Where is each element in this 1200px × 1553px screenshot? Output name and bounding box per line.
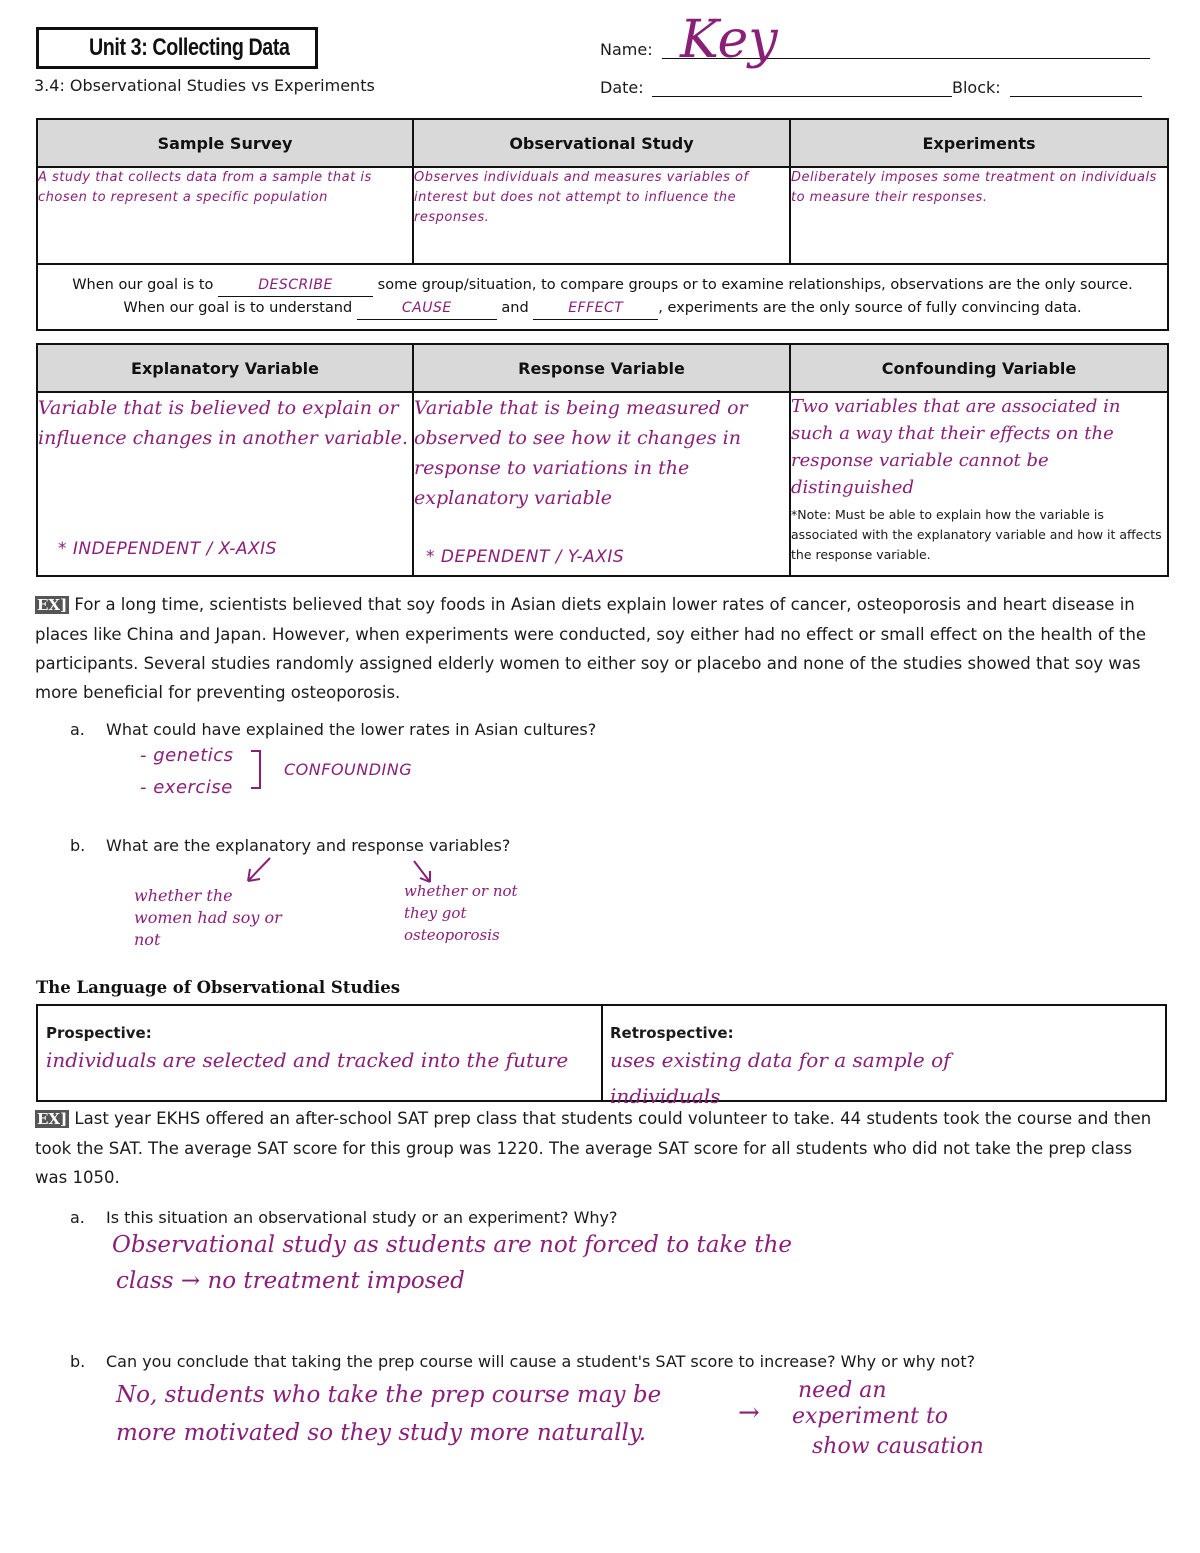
ex2-answer-a-line2: class → no treatment imposed xyxy=(116,1268,465,1294)
unit-title: Unit 3: Collecting Data xyxy=(36,27,318,69)
experiments-answer[interactable]: Deliberately imposes some treatment on individuals to measure their responses. xyxy=(790,167,1168,264)
header-response-variable: Response Variable xyxy=(413,344,790,392)
ex1-answer-a-confounding: CONFOUNDING xyxy=(284,760,413,779)
variables-table xyxy=(36,343,1169,577)
language-box xyxy=(36,1004,1167,1108)
date-label: Date: xyxy=(600,78,644,97)
response-note: * DEPENDENT / Y-AXIS xyxy=(426,547,625,567)
confounding-answer[interactable]: Two variables that are associated in such a way that their effects on the response variable cannot be distinguished *Note: Must be able to explain how the variable is associated with the explanatory variable and how it affects the response variable. xyxy=(790,392,1168,576)
explanatory-note: * INDEPENDENT / X-AXIS xyxy=(58,539,277,559)
ex2-question-b-letter: b. xyxy=(70,1352,86,1371)
block-line[interactable] xyxy=(1010,78,1142,97)
goal-line-1: When our goal is to DESCRIBE some group/situation, to compare groups or to examine relationships, observations are the only source. xyxy=(38,274,1167,297)
example-2-label: EX] xyxy=(37,1110,68,1128)
effect-blank[interactable]: EFFECT xyxy=(533,297,658,320)
prospective-label: Prospective: xyxy=(46,1024,152,1042)
sample-survey-answer[interactable]: A study that collects data from a sample that is chosen to represent a specific population xyxy=(37,167,413,264)
name-label: Name: xyxy=(600,40,653,59)
ex1-question-b-letter: b. xyxy=(70,836,86,855)
header-confounding-variable: Confounding Variable xyxy=(790,344,1168,392)
ex2-answer-b-arrow-icon: → xyxy=(738,1398,760,1428)
ex2-answer-b-line2: more motivated so they study more naturally. xyxy=(116,1420,647,1446)
bracket-icon xyxy=(248,748,268,792)
ex1-answer-a-exercise: - exercise xyxy=(140,777,233,798)
arrow-to-explanatory-icon xyxy=(240,855,280,887)
confounding-note: *Note: Must be able to explain how the variable is associated with the explanatory variable and how it affects the response variable. xyxy=(791,507,1162,562)
example-2-text: EX] Last year EKHS offered an after-school SAT prep class that students could volunteer to take. 44 students took the course and then took the SAT. The average SAT score for this group was 1220. The average SAT score for all students who did not take the prep class was 1050. xyxy=(35,1109,1152,1187)
goal-statements xyxy=(37,264,1168,330)
example-1-text: EX] For a long time, scientists believed that soy foods in Asian diets explain lower rates of cancer, osteoporosis and heart disease in places like China and Japan. However, when experiments were conducted, soy either had no effect or small effect on the health of the participants. Several studies randomly assigned elderly women to either soy or placebo and none of the studies showed that soy was more beneficial for preventing osteoporosis. xyxy=(35,595,1147,702)
date-line[interactable] xyxy=(652,78,952,97)
language-heading: The Language of Observational Studies xyxy=(36,978,401,997)
ex2-answer-b-note3: show causation xyxy=(812,1434,984,1459)
header-explanatory-variable: Explanatory Variable xyxy=(37,344,413,392)
name-value: Key xyxy=(680,10,778,70)
describe-blank[interactable]: DESCRIBE xyxy=(218,274,373,297)
lesson-subtitle: 3.4: Observational Studies vs Experiments xyxy=(34,76,375,95)
study-types-table xyxy=(36,118,1169,331)
retrospective-answer: uses existing data for a sample of individuals xyxy=(610,1048,951,1108)
prospective-answer: individuals are selected and tracked into the future xyxy=(46,1048,569,1072)
ex1-question-b: What are the explanatory and response variables? xyxy=(106,836,511,855)
prospective-cell[interactable] xyxy=(46,1024,596,1078)
ex1-question-a: What could have explained the lower rates in Asian cultures? xyxy=(106,720,597,739)
ex1-question-a-letter: a. xyxy=(70,720,85,739)
ex2-question-b: Can you conclude that taking the prep course will cause a student's SAT score to increase? Why or why not? xyxy=(106,1352,976,1371)
block-label: Block: xyxy=(952,78,1001,97)
observational-study-answer[interactable]: Observes individuals and measures variables of interest but does not attempt to influence the responses. xyxy=(413,167,790,264)
retrospective-label: Retrospective: xyxy=(610,1024,734,1042)
goal-line-2: When our goal is to understand CAUSE and EFFECT , experiments are the only source of fully convincing data. xyxy=(38,297,1167,320)
ex2-answer-a-line1: Observational study as students are not forced to take the xyxy=(112,1232,793,1258)
ex2-answer-b-note1: need an xyxy=(798,1378,887,1403)
retrospective-cell[interactable] xyxy=(610,1024,1160,1114)
header-sample-survey: Sample Survey xyxy=(37,119,413,167)
ex2-question-a: Is this situation an observational study or an experiment? Why? xyxy=(106,1208,618,1227)
ex2-answer-b-line1: No, students who take the prep course may be xyxy=(116,1382,662,1408)
example-1-label: EX] xyxy=(37,596,68,614)
cause-blank[interactable]: CAUSE xyxy=(357,297,497,320)
header-experiments: Experiments xyxy=(790,119,1168,167)
ex2-question-a-letter: a. xyxy=(70,1208,85,1227)
ex1-answer-a-genetics: - genetics xyxy=(140,745,234,766)
ex2-answer-b-note2: experiment to xyxy=(792,1404,949,1429)
ex1-answer-b-explanatory: whether the women had soy or not xyxy=(134,886,282,949)
explanatory-answer[interactable]: Variable that is believed to explain or influence changes in another variable. * INDEPENDENT / X-AXIS xyxy=(37,392,413,576)
ex1-answer-b-response: whether or not they got osteoporosis xyxy=(404,882,518,944)
response-answer[interactable]: Variable that is being measured or observed to see how it changes in response to variations in the explanatory variable * DEPENDENT / Y-AXIS xyxy=(413,392,790,576)
header-observational-study: Observational Study xyxy=(413,119,790,167)
